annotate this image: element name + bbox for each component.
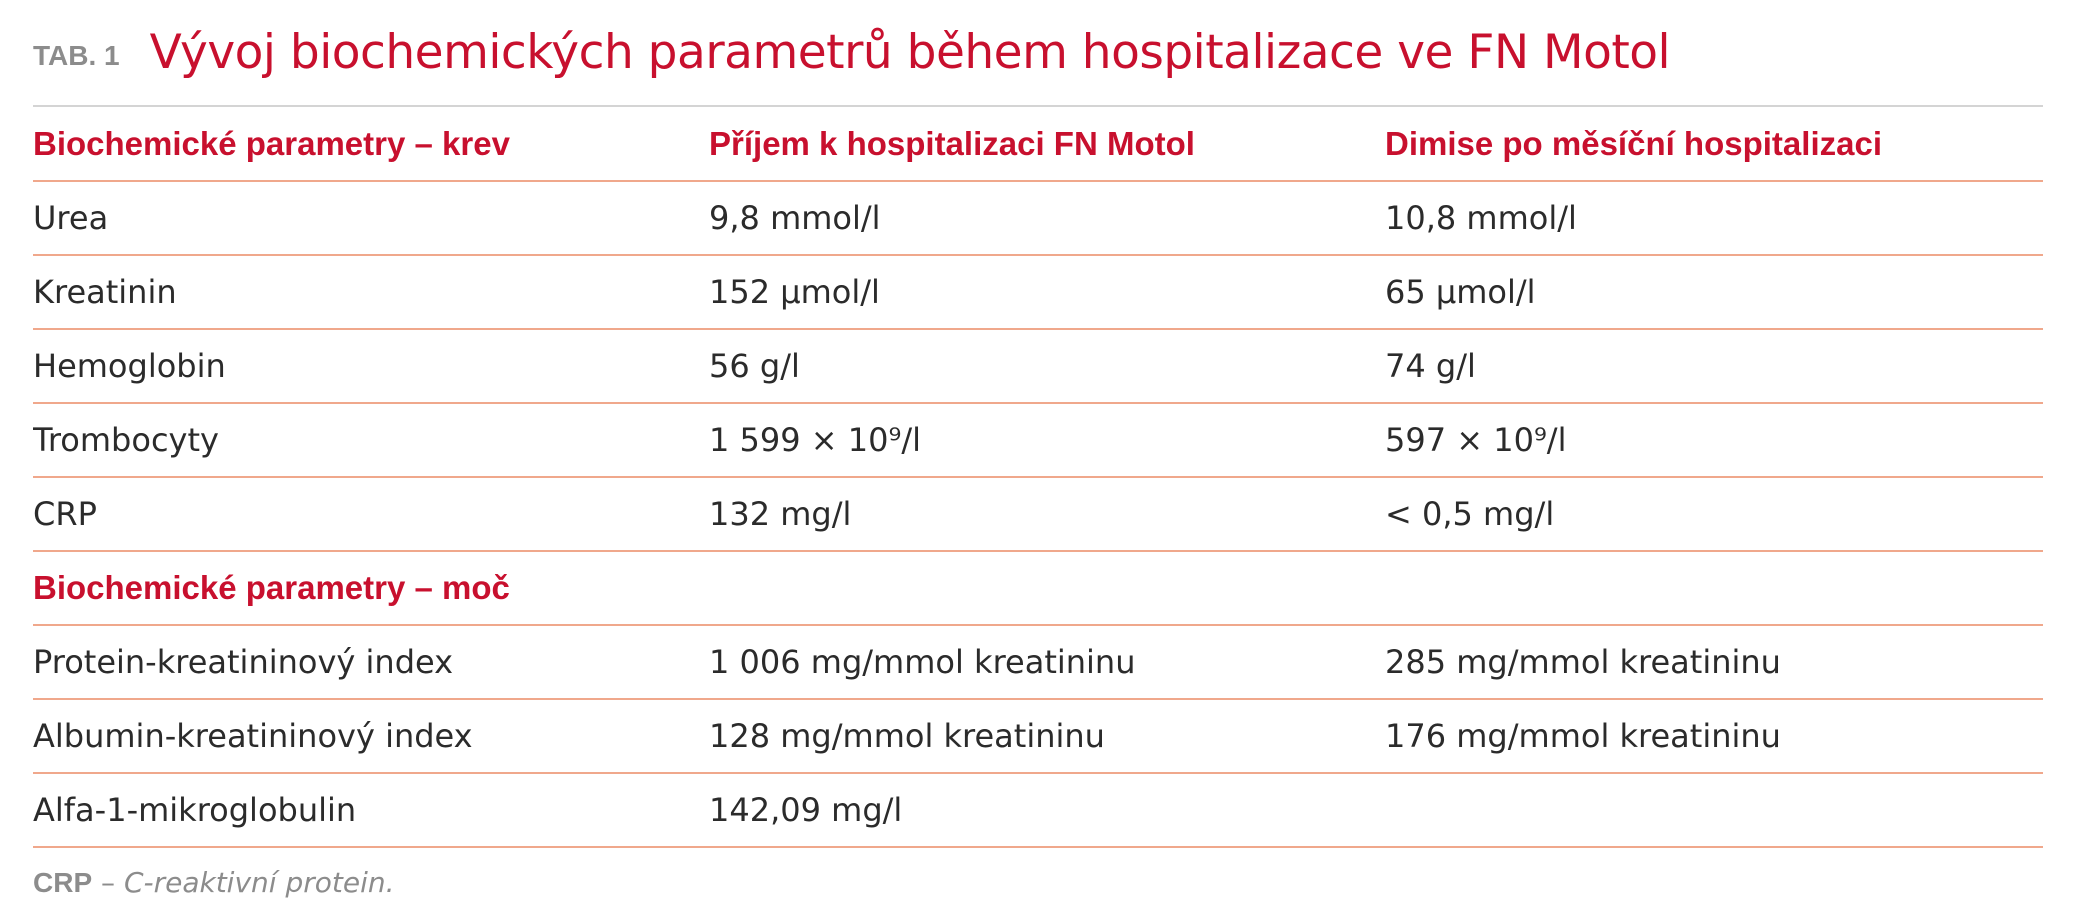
admission-value: 1 599 × 10⁹/l — [709, 403, 1385, 477]
admission-value: 56 g/l — [709, 329, 1385, 403]
table-row — [33, 773, 2043, 847]
admission-value: 142,09 mg/l — [709, 773, 1385, 847]
discharge-value: 10,8 mmol/l — [1385, 181, 2043, 255]
discharge-value: 74 g/l — [1385, 329, 2043, 403]
header-parameter-blood: Biochemické parametry – krev — [33, 107, 709, 181]
admission-value: 132 mg/l — [709, 477, 1385, 551]
parameter-name: Alfa-1-mikroglobulin — [33, 773, 709, 847]
discharge-value: 597 × 10⁹/l — [1385, 403, 2043, 477]
parameter-name: Kreatinin — [33, 255, 709, 329]
table-row — [33, 181, 2043, 255]
footnote-abbreviation: CRP — [33, 867, 93, 898]
table-title-row — [33, 0, 2043, 107]
admission-value: 152 μmol/l — [709, 255, 1385, 329]
header-admission: Příjem k hospitalizaci FN Motol — [709, 107, 1385, 181]
parameter-name: Trombocyty — [33, 403, 709, 477]
table-row — [33, 329, 2043, 403]
table-row — [33, 477, 2043, 551]
empty-cell — [1385, 551, 2043, 625]
discharge-value: < 0,5 mg/l — [1385, 477, 2043, 551]
table-row — [33, 699, 2043, 773]
footnote-separator: – — [92, 866, 124, 899]
parameter-name: Albumin-kreatininový index — [33, 699, 709, 773]
biochem-table — [33, 107, 2043, 848]
discharge-value: 65 μmol/l — [1385, 255, 2043, 329]
table-row — [33, 625, 2043, 699]
header-parameter-urine: Biochemické parametry – moč — [33, 551, 709, 625]
admission-value: 1 006 mg/mmol kreatininu — [709, 625, 1385, 699]
table-row — [33, 403, 2043, 477]
header-discharge: Dimise po měsíční hospitalizaci — [1385, 107, 2043, 181]
admission-value: 9,8 mmol/l — [709, 181, 1385, 255]
admission-value: 128 mg/mmol kreatininu — [709, 699, 1385, 773]
empty-cell — [709, 551, 1385, 625]
parameter-name: Hemoglobin — [33, 329, 709, 403]
section-header-row-urine — [33, 551, 2043, 625]
table-title: Vývoj biochemických parametrů během hospitalizace ve FN Motol — [149, 25, 1671, 80]
parameter-name: Urea — [33, 181, 709, 255]
parameter-name: Protein-kreatininový index — [33, 625, 709, 699]
table-label: TAB. 1 — [33, 39, 120, 71]
footnote-definition: C-reaktivní protein. — [123, 866, 395, 899]
discharge-value — [1385, 773, 2043, 847]
table-footnote — [33, 866, 2043, 899]
discharge-value: 176 mg/mmol kreatininu — [1385, 699, 2043, 773]
discharge-value: 285 mg/mmol kreatininu — [1385, 625, 2043, 699]
parameter-name: CRP — [33, 477, 709, 551]
table-header-row — [33, 107, 2043, 181]
table-row — [33, 255, 2043, 329]
table-figure — [33, 0, 2043, 899]
